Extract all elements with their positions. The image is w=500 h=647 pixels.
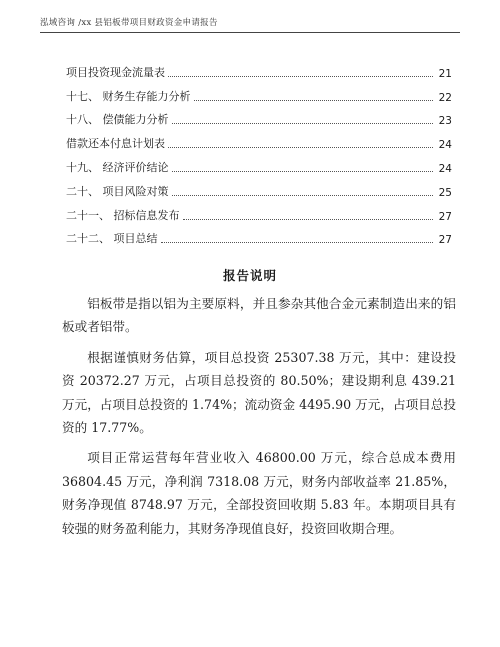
toc-entry[interactable] bbox=[66, 80, 452, 104]
toc-entry-title: 二十二、 项目总结 bbox=[66, 232, 158, 246]
toc-entry-page: 27 bbox=[438, 234, 452, 247]
toc-entry[interactable] bbox=[66, 104, 452, 128]
toc-leader-dots bbox=[194, 99, 434, 101]
paragraph: 铝板带是指以铝为主要原料，并且参杂其他合金元素制造出来的铝板或者铝带。 bbox=[62, 296, 456, 335]
toc-entry-page: 25 bbox=[438, 186, 452, 199]
toc-entry-page: 24 bbox=[438, 139, 452, 152]
toc-entry[interactable] bbox=[66, 199, 452, 223]
toc-entry[interactable] bbox=[66, 56, 452, 80]
toc-leader-dots bbox=[168, 75, 433, 77]
toc-entry-title: 十九、 经济评价结论 bbox=[66, 160, 169, 174]
toc-entry-page: 21 bbox=[438, 67, 452, 80]
toc-entry[interactable] bbox=[66, 127, 452, 151]
toc-entry[interactable] bbox=[66, 175, 452, 199]
table-of-contents bbox=[66, 56, 452, 246]
toc-leader-dots bbox=[172, 122, 434, 124]
paragraph: 项目正常运营每年营业收入 46800.00 万元，综合总成本费用 36804.45 万元，净利润 7318.08 万元，财务内部收益率 21.85%，财务净现值 8748.97 万元，全部投资回收期 5.83 年。本期项目具有较强的财务盈利能力，其财务净现值良好，投资回收期合理。 bbox=[62, 450, 456, 536]
report-title: 报告说明 bbox=[222, 268, 277, 283]
toc-leader-dots bbox=[172, 170, 434, 172]
toc-entry-title: 项目投资现金流量表 bbox=[66, 65, 165, 79]
paragraph: 根据谨慎财务估算，项目总投资 25307.38 万元，其中：建设投资 20372.27 万元，占项目总投资的 80.50%；建设期利息 439.21 万元，占项目总投资的 1.74%；流动资金 4495.90 万元，占项目总投资的 17.77%。 bbox=[62, 349, 456, 436]
header-divider bbox=[40, 32, 460, 33]
toc-entry-page: 24 bbox=[438, 162, 452, 175]
toc-leader-dots bbox=[168, 146, 433, 148]
page-header: 泓域咨询 /xx 县铝板带项目财政资金申请报告 bbox=[40, 18, 218, 28]
toc-leader-dots bbox=[161, 241, 434, 243]
toc-leader-dots bbox=[183, 218, 434, 220]
report-body bbox=[62, 292, 456, 547]
toc-entry-title: 借款还本付息计划表 bbox=[66, 137, 165, 151]
toc-entry-title: 十八、 偿债能力分析 bbox=[66, 113, 169, 127]
toc-entry-page: 22 bbox=[438, 91, 452, 104]
toc-leader-dots bbox=[172, 194, 434, 196]
toc-entry-page: 27 bbox=[438, 210, 452, 223]
toc-entry[interactable] bbox=[66, 151, 452, 175]
toc-entry-title: 二十一、 招标信息发布 bbox=[66, 208, 180, 222]
toc-entry-title: 二十、 项目风险对策 bbox=[66, 184, 169, 198]
toc-entry-title: 十七、 财务生存能力分析 bbox=[66, 89, 191, 103]
toc-entry[interactable] bbox=[66, 223, 452, 247]
toc-entry-page: 23 bbox=[438, 115, 452, 128]
